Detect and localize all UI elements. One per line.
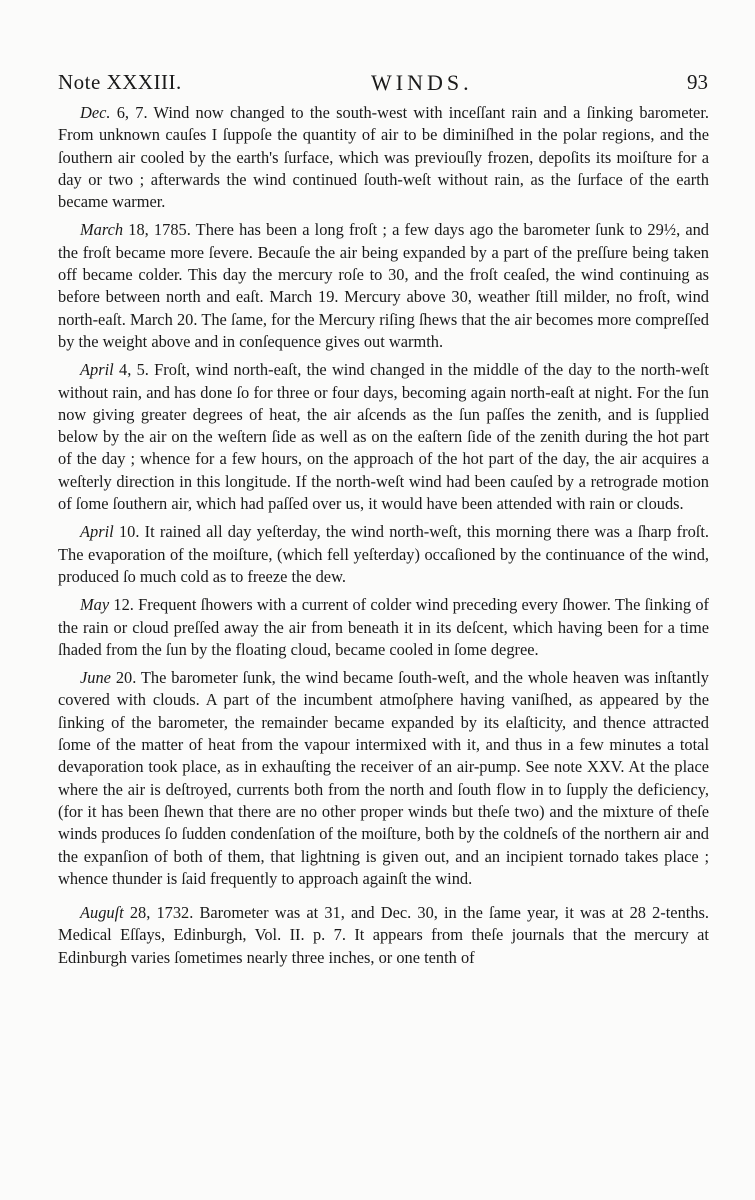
paragraph-august-28	[58, 902, 709, 969]
paragraph-text: 4, 5. Froſt, wind north-eaſt, the wind changed in the middle of the day to the north-weſt without rain, and has done ſo for three or four days, becoming again north-eaſt at night. For the ſun now giving greater degrees of heat, the air aſcends as the ſun paſſes the zenith, and is ſupplied below by the air on the weſtern ſide as well as on the eaſtern ſide of the zenith during the hot part of the day ; whence for a few hours, on the approach of the hot part of the day, the air acquires a weſterly direction in this longitude. If the north-weſt wind had been cauſed by a retrograde motion of ſome ſouthern air, which had paſſed over us, it would have been attended with rain or clouds.	[58, 360, 709, 514]
paragraph-date: April	[80, 360, 114, 380]
paragraph-may-12	[58, 594, 709, 661]
paragraph-june-20	[58, 667, 709, 890]
page-number: 93	[687, 70, 708, 94]
paragraph-text: 18, 1785. There has been a long froſt ; a few days ago the barometer ſunk to 29½, and the froſt became more ſevere. Becauſe the air being expanded by a part of the preſſure being taken off became colder. This day the mercury roſe to 30, and the froſt ceaſed, the wind continuing as before between north and eaſt. March 19. Mercury above 30, weather ſtill milder, no froſt, wind north-eaſt. March 20. The ſame, for the Mercury riſing ſhews that the air becomes more compreſſed by the weight above and in conſequence gives out warmth.	[58, 220, 709, 351]
paragraph-text: 20. The barometer ſunk, the wind became ſouth-weſt, and the whole heaven was inſtantly covered with clouds. A part of the incumbent atmoſphere having vaniſhed, as appeared by the ſinking of the barometer, the remainder became expanded by its elaſticity, and thence attracted ſome of the matter of heat from the vapour intermixed with it, and thus in a few minutes a total devaporation took place, as in exhauſting the receiver of an air-pump. See note XXV. At the place where the air is deſtroyed, currents both from the north and ſouth flow in to ſupply the deficiency, (for it has been ſhewn that there are no other proper winds but theſe two) and the mixture of theſe winds produces ſo ſudden condenſation of the moiſture, both by the coldneſs of the northern air and the expanſion of both of them, that lightning is given out, and an incipient tornado takes place ; whence thunder is ſaid frequently to approach againſt the wind.	[58, 668, 709, 888]
paragraph-date: June	[80, 668, 111, 688]
paragraph-date: April	[80, 522, 114, 542]
paragraph-text: 28, 1732. Barometer was at 31, and Dec. 30, in the ſame year, it was at 28 2-tenths. Medical Eſſays, Edinburgh, Vol. II. p. 7. It appears from theſe journals that the mercury at Edinburgh varies ſometimes nearly three inches, or one tenth of	[58, 903, 709, 967]
page-body	[58, 102, 709, 969]
paragraph-dec-6	[58, 102, 709, 213]
paragraph-date: March	[80, 220, 124, 240]
paragraph-march-18	[58, 219, 709, 353]
paragraph-text: 10. It rained all day yeſterday, the wind north-weſt, this morning there was a ſharp froſt. The evaporation of the moiſture, (which fell yeſterday) occaſioned by the continuance of the wind, produced ſo much cold as to freeze the dew.	[58, 522, 709, 586]
paragraph-date: Auguſt	[80, 903, 124, 923]
note-heading: Note XXXIII.	[58, 70, 182, 94]
paragraph-text: 12. Frequent ſhowers with a current of colder wind preceding every ſhower. The ſinking of the rain or cloud preſſed away the air from beneath it in its deſcent, which having been for a time ſhaded from the ſun by the floating cloud, became cooled in ſome degree.	[58, 595, 709, 659]
paragraph-april-10	[58, 521, 709, 588]
section-title: WINDS.	[371, 70, 473, 95]
paragraph-date: May	[80, 595, 110, 615]
running-header	[58, 70, 708, 100]
paragraph-april-4	[58, 359, 709, 515]
paragraph-date: Dec.	[80, 103, 111, 122]
paragraph-text: 6, 7. Wind now changed to the south-west with inceſſant rain and a ſinking barometer. From unknown cauſes I ſuppoſe the quantity of air to be diminiſhed in the polar regions, and the ſouthern air cooled by the earth's ſurface, which was previouſly frozen, depoſits its moiſture for a day or two ; afterwards the wind continued ſouth-weſt without rain, as the ſurface of the earth became warmer.	[58, 103, 709, 212]
